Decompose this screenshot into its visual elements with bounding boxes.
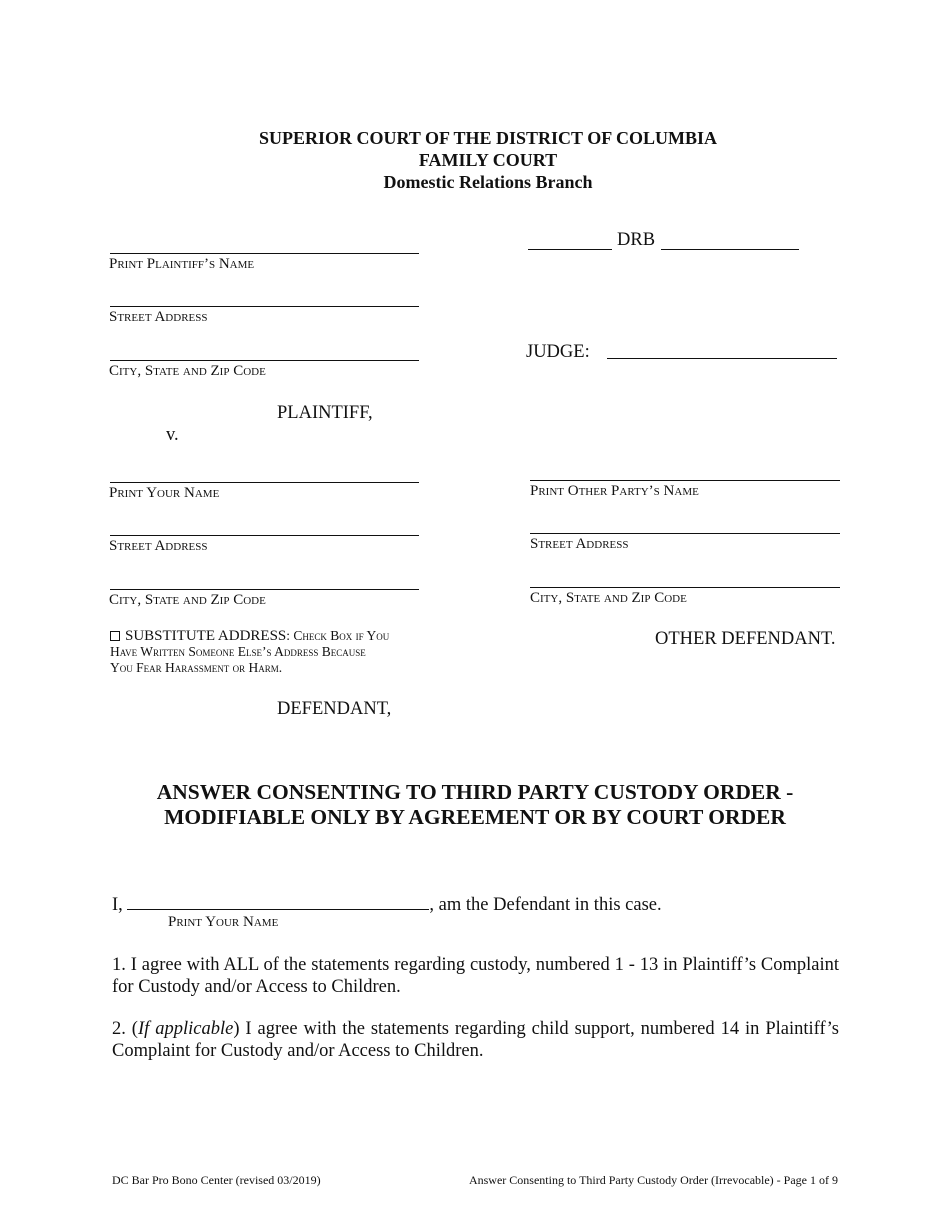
other-party-city-label: City, State and Zip Code [530, 590, 687, 606]
court-branch: Domestic Relations Branch [383, 172, 593, 192]
substitute-address-text-1: : Check Box if You [286, 628, 390, 643]
document-title [0, 780, 950, 830]
statement-name-field[interactable] [127, 893, 429, 910]
drb-prefix-field[interactable] [528, 249, 612, 250]
footer-right: Answer Consenting to Third Party Custody Order (Irrevocable) - Page 1 of 9 [468, 1173, 838, 1187]
court-header [0, 127, 950, 193]
plaintiff-name-label: Print Plaintiff’s Name [109, 256, 255, 272]
other-party-name-label: Print Other Party’s Name [530, 483, 699, 499]
defendant-street-field[interactable] [110, 535, 419, 536]
other-party-name-field[interactable] [530, 480, 840, 481]
other-party-role: OTHER DEFENDANT. [655, 629, 836, 649]
defendant-name-label: Print Your Name [109, 485, 220, 501]
court-name: SUPERIOR COURT OF THE DISTRICT OF COLUMBIA [258, 128, 718, 148]
drb-number-field[interactable] [661, 249, 799, 250]
defendant-statement [112, 893, 662, 916]
document-title-line2: MODIFIABLE ONLY BY AGREEMENT OR BY COURT ORDER [164, 805, 786, 829]
plaintiff-role: PLAINTIFF, [277, 403, 373, 423]
court-division: FAMILY COURT [418, 150, 558, 170]
substitute-address-checkbox[interactable] [110, 631, 120, 641]
drb-label: DRB [617, 230, 656, 250]
plaintiff-city-label: City, State and Zip Code [109, 363, 266, 379]
other-party-street-label: Street Address [530, 536, 629, 552]
plaintiff-street-label: Street Address [109, 309, 208, 325]
plaintiff-street-field[interactable] [110, 306, 419, 307]
substitute-address-text-3: You Fear Harassment or Harm. [110, 660, 283, 675]
substitute-address-line1 [110, 628, 430, 644]
paragraph-2 [112, 1018, 839, 1062]
paragraph-2-italic: If applicable [137, 1019, 234, 1039]
defendant-role: DEFENDANT, [277, 699, 392, 719]
defendant-city-field[interactable] [110, 589, 419, 590]
document-title-line1: ANSWER CONSENTING TO THIRD PARTY CUSTODY ORDER - [156, 780, 794, 804]
paragraph-1: 1. I agree with ALL of the statements regarding custody, numbered 1 - 13 in Plaintiff’s Complaint for Custody and/or Access to Children. [112, 955, 839, 997]
other-party-street-field[interactable] [530, 533, 840, 534]
paragraph-2-number: 2. ( [112, 1019, 138, 1039]
defendant-name-field[interactable] [110, 482, 419, 483]
statement-prefix: I, [112, 895, 123, 915]
paragraph-2-text: ) I agree with the statements regarding child support, numbered 14 in Plaintiff’s Complaint for Custody and/or Access to Children. [112, 1019, 839, 1061]
substitute-address-heading: SUBSTITUTE ADDRESS [125, 628, 287, 644]
statement-name-label: Print Your Name [168, 914, 279, 930]
plaintiff-city-field[interactable] [110, 360, 419, 361]
other-party-city-field[interactable] [530, 587, 840, 588]
plaintiff-name-field[interactable] [110, 253, 419, 254]
substitute-address-text-2: Have Written Someone Else’s Address Because [110, 644, 366, 659]
versus-label: v. [166, 425, 179, 445]
substitute-address-block [110, 628, 430, 676]
defendant-city-label: City, State and Zip Code [109, 592, 266, 608]
judge-field[interactable] [607, 358, 837, 359]
footer-left: DC Bar Pro Bono Center (revised 03/2019) [112, 1173, 321, 1187]
judge-label: JUDGE: [526, 342, 590, 362]
defendant-street-label: Street Address [109, 538, 208, 554]
statement-suffix: , am the Defendant in this case. [429, 895, 662, 915]
